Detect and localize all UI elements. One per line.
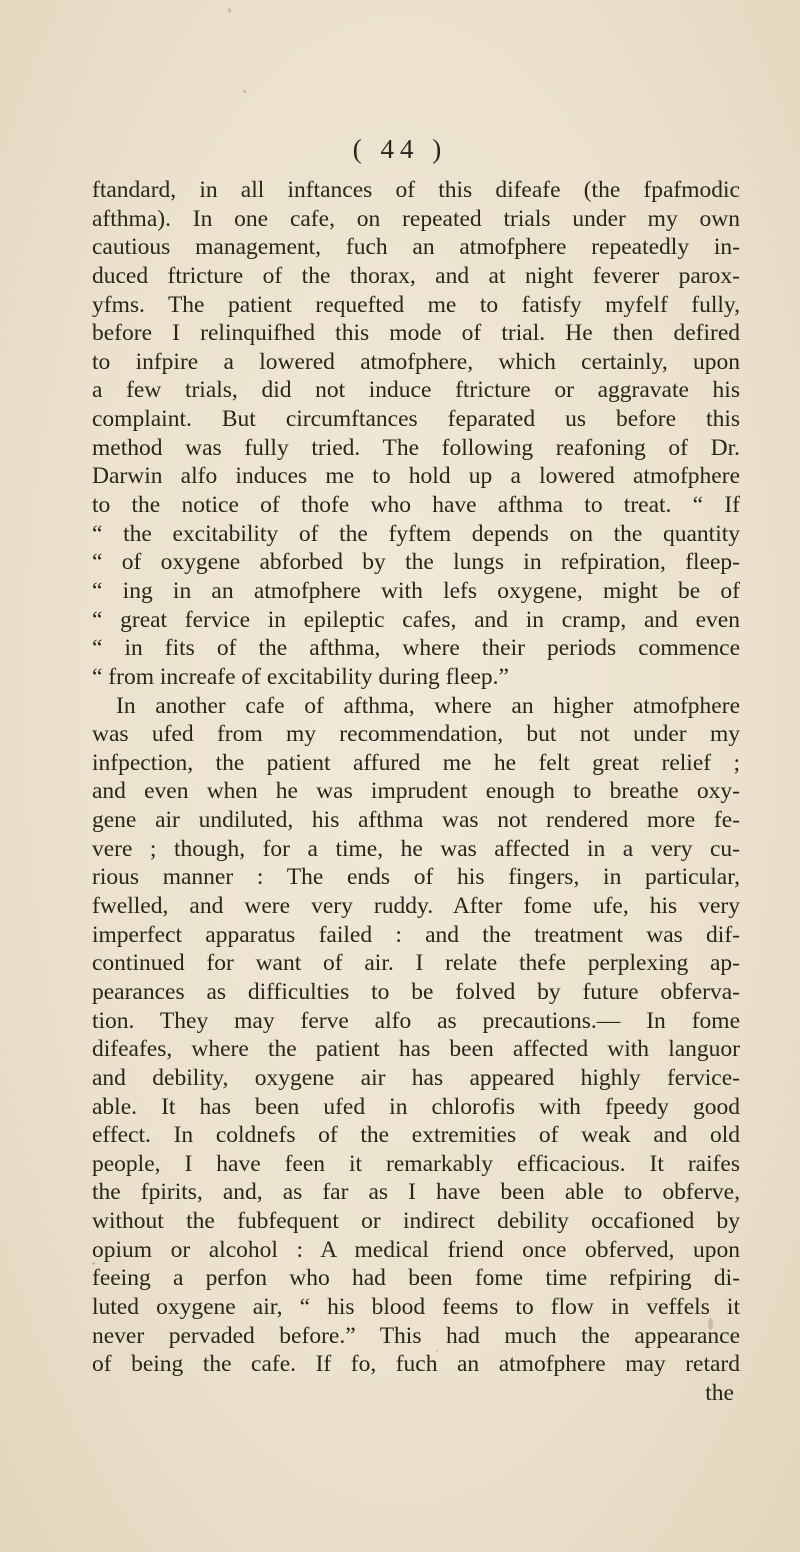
catchword: the [705, 1379, 734, 1406]
text-line: and debility, oxygene air has appeared highly fervice- [92, 1064, 740, 1091]
text-line: pearances as difficulties to be folved by future obferva- [92, 978, 740, 1005]
text-line: continued for want of air. I relate thefe perplexing ap- [92, 950, 740, 977]
text-line: never pervaded before.” This had much the appearance [92, 1322, 740, 1349]
text-line: gene air undiluted, his afthma was not rendered more fe- [92, 807, 740, 834]
page-number-header: ( 44 ) [352, 134, 448, 164]
quote-line: “ of oxygene abforbed by the lungs in refpiration, fleep- [92, 549, 740, 576]
text-line: to infpire a lowered atmofphere, which certainly, upon [92, 348, 740, 375]
paper-speck [228, 8, 231, 13]
text-line: feeing a perfon who had been fome time refpiring di- [92, 1265, 740, 1292]
text-line: before I relinquifhed this mode of trial. He then defired [92, 320, 740, 347]
text-line: afthma). In one cafe, on repeated trials under my own [92, 205, 740, 232]
text-line: Darwin alfo induces me to hold up a lowered atmofphere [92, 463, 740, 490]
quote-line: “ great fervice in epileptic cafes, and in cramp, and even [92, 606, 740, 633]
text-line: opium or alcohol : A medical friend once obferved, upon [92, 1236, 740, 1263]
body-text [92, 176, 740, 1408]
text-line: was ufed from my recommendation, but not under my [92, 721, 740, 748]
paper-speck [243, 90, 246, 93]
text-line: a few trials, did not induce ftricture or aggravate his [92, 377, 740, 404]
text-line: rious manner : The ends of his fingers, in particular, [92, 864, 740, 891]
text-line: effect. In coldnefs of the extremities of weak and old [92, 1122, 740, 1149]
text-line: method was fully tried. The following reafoning of Dr. [92, 434, 740, 461]
paper-speck [436, 1350, 438, 1352]
text-line: without the fubfequent or indirect debility occafioned by [92, 1208, 740, 1235]
text-line: and even when he was imprudent enough to breathe oxy- [92, 778, 740, 805]
quote-line: “ from increafe of excitability during fleep.” [92, 663, 509, 690]
text-line: complaint. But circumftances feparated us before this [92, 406, 740, 433]
quote-line: “ the excitability of the fyftem depends on the quantity [92, 520, 740, 547]
quote-line: “ in fits of the afthma, where their periods commence [92, 635, 740, 662]
text-line: luted oxygene air, “ his blood feems to flow in veffels it [92, 1293, 740, 1320]
text-line: infpection, the patient affured me he felt great relief ; [92, 749, 740, 776]
text-line: people, I have feen it remarkably efficacious. It raifes [92, 1150, 740, 1177]
text-line: imperfect apparatus failed : and the treatment was dif- [92, 921, 740, 948]
text-line: ftandard, in all inftances of this difeafe (the fpafmodic [92, 177, 740, 203]
quote-line: “ ing in an atmofphere with lefs oxygene, might be of [92, 577, 740, 604]
text-line: to the notice of thofe who have afthma to treat. “ If [92, 492, 740, 519]
text-line: able. It has been ufed in chlorofis with fpeedy good [92, 1093, 740, 1120]
text-line: vere ; though, for a time, he was affected in a very cu- [92, 835, 740, 862]
text-line: tion. They may ferve alfo as precautions.— In fome [92, 1007, 740, 1034]
text-line: the fpirits, and, as far as I have been able to obferve, [92, 1179, 740, 1206]
text-line: yfms. The patient requefted me to fatisfy myfelf fully, [92, 291, 740, 318]
text-line: difeafes, where the patient has been affected with languor [92, 1036, 740, 1063]
text-line: of being the cafe. If fo, fuch an atmofphere may retard [92, 1351, 740, 1378]
paper-speck [92, 1262, 95, 1265]
text-line: fwelled, and were very ruddy. After fome ufe, his very [92, 893, 740, 920]
text-line: duced ftricture of the thorax, and at night feverer parox- [92, 262, 740, 289]
paper-speck [708, 1318, 713, 1330]
text-line: cautious management, fuch an atmofphere repeatedly in- [92, 234, 740, 261]
paragraph-start-line: In another cafe of afthma, where an higher atmofphere [116, 692, 740, 719]
